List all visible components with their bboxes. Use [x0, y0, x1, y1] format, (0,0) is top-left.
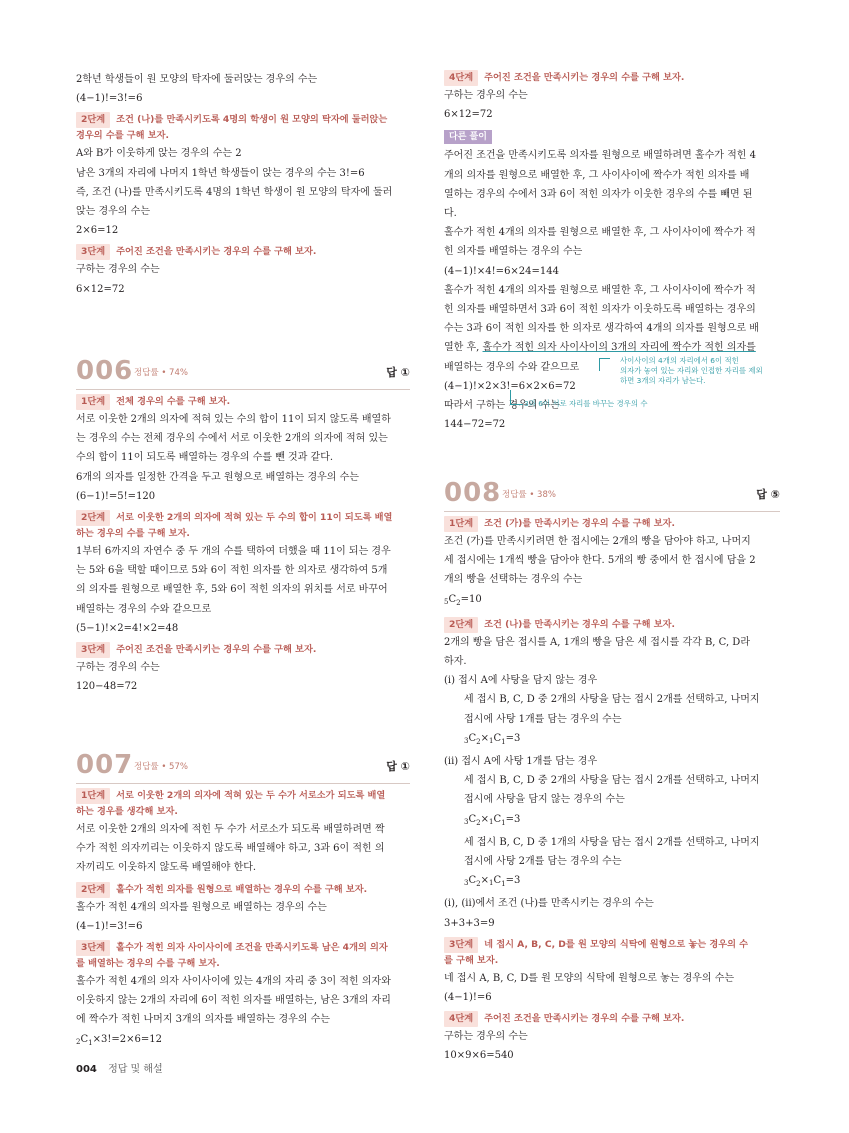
- problem-007: [76, 750, 410, 1053]
- step-heading: [444, 937, 780, 969]
- text-line: 구하는 경우의 수는: [444, 90, 528, 101]
- annotation-connector: [510, 390, 523, 405]
- formula-line: (4−1)!×4!=6×24=144: [444, 265, 559, 277]
- page-footer: [76, 1060, 163, 1075]
- text-line: 세 접시 B, C, D 중 2개의 사탕을 담는 접시 2개를 선택하고, 나머지: [464, 775, 760, 787]
- text-line: 하자.: [444, 656, 467, 668]
- case-heading: (ii) 접시 A에 사탕 1개를 담는 경우: [444, 756, 598, 768]
- text-line: 세 접시에는 1개씩 빵을 담아야 한다. 5개의 빵 중에서 한 접시에 담을 2: [444, 555, 756, 567]
- text-line: 홀수가 적힌 4개의 의자를 원형으로 배열한 후, 그 사이사이에 짝수가 적: [444, 284, 756, 296]
- step-heading: [76, 642, 410, 658]
- text-line: 는 경우의 수는 전체 경우의 수에서 서로 이웃한 2개의 의자에 적혀 있는: [76, 433, 388, 445]
- step-heading: [76, 112, 410, 144]
- combination-sub: 1: [88, 1038, 93, 1047]
- step-heading: [76, 394, 410, 410]
- step-tag: 1단계: [444, 516, 478, 532]
- header-divider: [76, 783, 410, 784]
- text-line: 다.: [444, 208, 457, 220]
- text-line: 접시에 사탕을 담지 않는 경우의 수는: [464, 794, 625, 806]
- formula-line: 10×9×6=540: [444, 1050, 514, 1062]
- step-title: 서로 이웃한 2개의 의자에 적혀 있는 두 수가 서로소가 되도록 배열: [116, 790, 386, 801]
- step-title-cont: 를 구해 보자.: [444, 954, 499, 966]
- text-line: 2개의 빵을 담은 접시를 A, 1개의 빵을 담은 세 접시를 각각 B, C, D라: [444, 636, 750, 648]
- text-line: 배열하는 경우의 수와 같으므로: [76, 603, 212, 615]
- text-line: 접시에 사탕 2개를 담는 경우의 수는: [464, 856, 622, 868]
- step-tag: 2단계: [76, 112, 110, 128]
- text-line: (i), (ii)에서 조건 (나)를 만족시키는 경우의 수는: [444, 898, 654, 910]
- page-number: 004: [76, 1064, 97, 1075]
- step-title: 주어진 조건을 만족시키는 경우의 수를 구해 보자.: [484, 1013, 685, 1025]
- formula-line: 3+3+3=9: [444, 917, 495, 929]
- formula-line: 120−48=72: [76, 681, 138, 693]
- formula-line: (6−1)!=5!=120: [76, 490, 156, 502]
- text-line: 세 접시 B, C, D 중 1개의 사탕을 담는 접시 2개를 선택하고, 나머지: [464, 836, 760, 848]
- text-line: 에 짝수가 적힌 나머지 3개의 의자를 배열하는 경우의 수는: [76, 1014, 330, 1026]
- text-line: 남은 3개의 자리에 나머지 1학년 학생들이 앉는 경우의 수는 3!=6: [76, 167, 365, 179]
- note-line: 하면 3개의 자리가 남는다.: [620, 375, 706, 385]
- text-line: 개의 빵을 선택하는 경우의 수는: [444, 574, 583, 586]
- step-heading: [76, 510, 410, 542]
- text-line: 자끼리도 이웃하지 않도록 배열해야 한다.: [76, 862, 257, 874]
- formula-line: 6×12=72: [444, 109, 493, 121]
- text-line: 구하는 경우의 수는: [444, 1031, 528, 1043]
- header-divider: [76, 389, 410, 390]
- text-line: 열하는 경우의 수에서 3과 6이 적힌 의자가 이웃한 경우의 수를 빼면 된: [444, 188, 753, 200]
- text-line: 수는 3과 6이 적힌 의자를 한 의자로 생각하여 4개의 의자를 원형으로 배: [444, 323, 759, 335]
- step-tag: 3단계: [76, 642, 110, 658]
- answer-label: 답 ①: [386, 366, 410, 379]
- text-line: 네 접시 A, B, C, D를 원 모양의 식탁에 원형으로 놓는 경우의 수는: [444, 972, 735, 984]
- step-title: 조건 (가)를 만족시키는 경우의 수를 구해 보자.: [484, 518, 675, 529]
- text-segment: 열한 후,: [444, 342, 483, 354]
- accuracy-rate: 정답률 • 57%: [134, 762, 188, 772]
- text-line: 따라서 구하는 경우의 수는: [444, 400, 560, 412]
- step-heading: [444, 617, 780, 633]
- text-line: 서로 이웃한 2개의 의자에 적혀 있는 수의 합이 11이 되지 않도록 배열하: [76, 414, 391, 425]
- step-title: 서로 이웃한 2개의 의자에 적혀 있는 두 수의 합이 11이 되도록 배열: [116, 512, 393, 524]
- text-line: 개의 의자를 원형으로 배열한 후, 그 사이사이에 짝수가 적힌 의자를 배: [444, 169, 750, 181]
- formula-line: $_3C_2\times_1C_1=3$: [464, 813, 521, 827]
- formula-rest: =10: [460, 593, 482, 605]
- text-line: A와 B가 이웃하게 앉는 경우의 수는 2: [76, 148, 242, 160]
- text-line: 1부터 6까지의 자연수 중 두 개의 수를 택하여 더했을 때 11이 되는 경우: [76, 546, 391, 558]
- step-title: 주어진 조건을 만족시키는 경우의 수를 구해 보자.: [116, 644, 317, 656]
- text-line: 2학년 학생들이 원 모양의 탁자에 둘러앉는 경우의 수는: [76, 74, 318, 85]
- answer-label: 답 ①: [386, 760, 410, 773]
- text-line: 즉, 조건 (나)를 만족시키도록 4명의 1학년 학생이 원 모양의 탁자에 둘러: [76, 186, 393, 198]
- step-title: 주어진 조건을 만족시키는 경우의 수를 구해 보자.: [116, 246, 317, 258]
- header-divider: [444, 511, 780, 512]
- formula-line: $_3C_2\times_1C_1=3$: [464, 732, 521, 746]
- annotated-lines: [444, 355, 780, 435]
- step-heading: [76, 940, 410, 972]
- step-tag: 4단계: [444, 1011, 478, 1027]
- formula-line: 6×12=72: [76, 283, 125, 295]
- formula-line: (4−1)!=3!=6: [76, 93, 143, 105]
- formula-line: $_3C_2\times_1C_1=3$: [464, 875, 521, 889]
- combination-symbol: C: [80, 1033, 89, 1045]
- note-line: 의자가 놓여 있는 자리와 인접한 자리를 제외: [620, 365, 763, 375]
- formula-line: [76, 1030, 410, 1053]
- formula-line: 144−72=72: [444, 419, 506, 431]
- step-heading: [76, 882, 410, 898]
- problem-header: [76, 750, 410, 784]
- underlined-segment: 홀수가 적힌 의자 사이사이의 3개의 자리에 짝수가 적힌 의자를: [482, 342, 756, 354]
- step-title-cont: 를 배열하는 경우의 수를 구해 보자.: [76, 958, 220, 970]
- text-line: 구하는 경우의 수는: [76, 662, 160, 674]
- text-line: 6개의 의자를 일정한 간격을 두고 원형으로 배열하는 경우의 수는: [76, 471, 359, 483]
- step-tag: 3단계: [76, 940, 110, 956]
- step-title: 조건 (나)를 만족시키도록 4명의 학생이 원 모양의 탁자에 둘러앉는: [116, 114, 388, 126]
- step-title: 전체 경우의 수를 구해 보자.: [116, 396, 231, 407]
- step-heading: [444, 1011, 780, 1027]
- problem-number: 007: [76, 750, 134, 780]
- step-title: 홀수가 적힌 의자 사이사이에 조건을 만족시키도록 남은 4개의 의자: [116, 942, 388, 954]
- formula-line: (4−1)!=3!=6: [76, 920, 143, 932]
- text-line: 이웃하지 않는 2개의 자리에 6이 적힌 의자를 배열하는, 남은 3개의 자리: [76, 995, 391, 1007]
- text-line: 홀수가 적힌 4개의 의자를 원형으로 배열한 후, 그 사이사이에 짝수가 적: [444, 227, 756, 239]
- formula-line: (4−1)!=6: [444, 992, 492, 1004]
- problem-008: [444, 478, 780, 1066]
- footer-label: 정답 및 해설: [108, 1064, 163, 1075]
- step-tag: 1단계: [76, 788, 110, 804]
- annotation-note: 3과 6이 서로 자리를 바꾸는 경우의 수: [524, 398, 648, 408]
- step-heading: [444, 70, 780, 86]
- combination-sub: 2: [456, 598, 461, 607]
- prev-solution-tail: [76, 70, 410, 299]
- text-line: 수의 합이 11이 되도록 배열하는 경우의 수를 뺀 것과 같다.: [76, 452, 334, 464]
- step-heading: [76, 788, 410, 820]
- problem-number: 008: [444, 478, 502, 508]
- alternative-solution-badge: 다른 풀이: [444, 130, 492, 144]
- text-line: 구하는 경우의 수는: [76, 264, 160, 276]
- text-line: 는 5와 6을 택할 때이므로 5와 6이 적힌 의자를 한 의자로 생각하여 5개: [76, 565, 388, 577]
- problem-number: 006: [76, 356, 134, 386]
- step-tag: 3단계: [444, 937, 478, 953]
- step-tag: 2단계: [76, 882, 110, 898]
- problem-006: [76, 356, 410, 696]
- text-line: 조건 (가)를 만족시키려면 한 접시에는 2개의 빵을 담아야 하고, 나머지: [444, 536, 751, 547]
- step-tag: 2단계: [444, 617, 478, 633]
- p007-continued: [444, 70, 780, 434]
- step-title: 홀수가 적힌 의자를 원형으로 배열하는 경우의 수를 구해 보자.: [116, 883, 368, 895]
- case-heading: (i) 접시 A에 사탕을 담지 않는 경우: [444, 675, 598, 687]
- step-title: 주어진 조건을 만족시키는 경우의 수를 구해 보자.: [484, 72, 685, 83]
- step-title-cont: 경우의 수를 구해 보자.: [76, 130, 169, 142]
- text-line: 힌 의자를 배열하면서 3과 6이 적힌 의자가 이웃하도록 배열하는 경우의: [444, 304, 756, 316]
- combination-prefix: 5: [444, 597, 449, 606]
- step-heading: [76, 244, 410, 260]
- annotation-connector: [599, 358, 610, 371]
- formula-text: (4−1)!×2×3!=6×2×6=72: [444, 380, 576, 392]
- text-line: 의 의자를 원형으로 배열한 후, 5와 6이 적힌 의자의 위치를 서로 바꾸어: [76, 584, 388, 596]
- formula-rest: =3: [505, 732, 521, 744]
- formula-line: 2×6=12: [76, 225, 119, 237]
- formula-rest: ×3!=2×6=12: [92, 1033, 162, 1045]
- formula-line: (5−1)!×2=4!×2=48: [76, 622, 179, 634]
- answer-label: 답 ⑤: [756, 488, 780, 501]
- text-line: 서로 이웃한 2개의 의자에 적힌 두 수가 서로소가 되도록 배열하려면 짝: [76, 824, 385, 835]
- combination-prefix: 2: [76, 1037, 81, 1046]
- step-title-cont: 하는 경우의 수를 구해 보자.: [76, 528, 190, 540]
- text-line: 접시에 사탕 1개를 담는 경우의 수는: [464, 713, 622, 725]
- step-tag: 1단계: [76, 394, 110, 410]
- text-line: 세 접시 B, C, D 중 2개의 사탕을 담는 접시 2개를 선택하고, 나머지: [464, 694, 760, 706]
- problem-header: [444, 478, 780, 512]
- text-line: 앉는 경우의 수는: [76, 206, 150, 218]
- note-line: 사이사이의 4개의 자리에서 6이 적힌: [620, 355, 739, 365]
- step-heading: [444, 516, 780, 532]
- step-tag: 3단계: [76, 244, 110, 260]
- problem-header: [76, 356, 410, 390]
- step-tag: 2단계: [76, 510, 110, 526]
- accuracy-rate: 정답률 • 38%: [502, 490, 556, 500]
- accuracy-rate: 정답률 • 74%: [134, 368, 188, 378]
- text-line: 수가 적힌 의자끼리는 이웃하지 않도록 배열해야 하고, 3과 6이 적힌 의: [76, 843, 385, 855]
- step-tag: 4단계: [444, 70, 478, 86]
- annotation-note: [620, 356, 790, 386]
- step-title: 조건 (나)를 만족시키는 경우의 수를 구해 보자.: [484, 618, 675, 630]
- text-line: 홀수가 적힌 4개의 의자 사이사이에 있는 4개의 자리 중 3이 적힌 의자와: [76, 976, 391, 988]
- text-line: 배열하는 경우의 수와 같으므로: [444, 361, 580, 373]
- step-title-cont: 하는 경우를 생각해 보자.: [76, 806, 178, 817]
- step-title: 네 접시 A, B, C, D를 원 모양의 식탁에 원형으로 놓는 경우의 수: [484, 938, 749, 950]
- text-line: 힌 의자를 배열하는 경우의 수는: [444, 246, 583, 258]
- text-line: 주어진 조건을 만족시키도록 의자를 원형으로 배열하려면 홀수가 적힌 4: [444, 150, 756, 162]
- formula-line: $_5C_2=10$: [444, 593, 482, 607]
- text-line: 홀수가 적힌 4개의 의자를 원형으로 배열하는 경우의 수는: [76, 901, 327, 913]
